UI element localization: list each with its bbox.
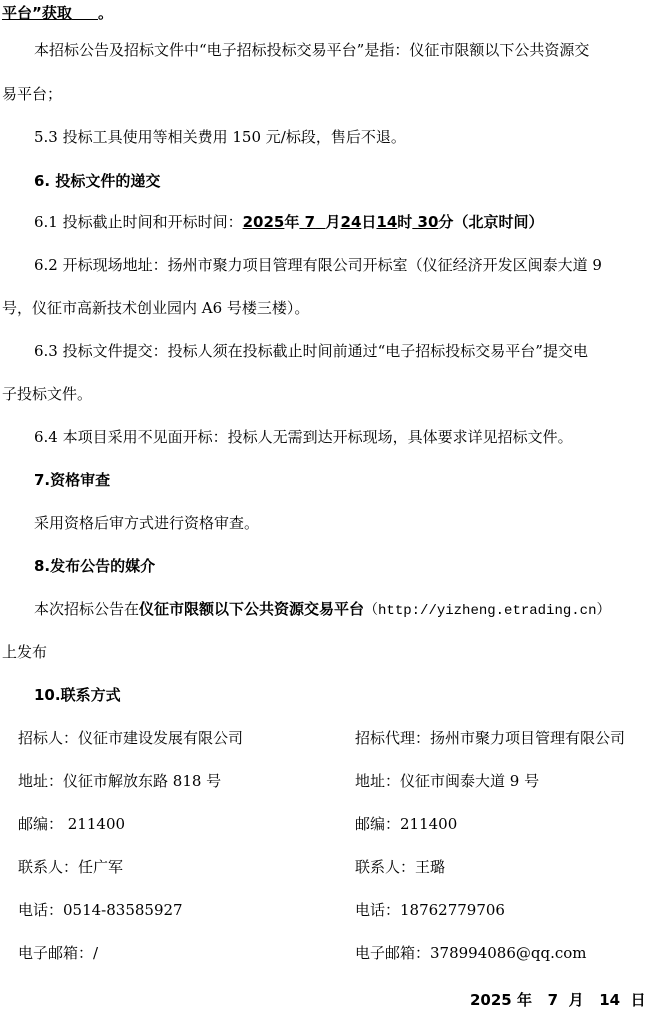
deadline-ri: 日 bbox=[361, 213, 377, 231]
media-url: （http://yizheng.etrading.cn） bbox=[364, 603, 611, 619]
date-month: 7 bbox=[547, 991, 559, 1009]
date-nian: 年 bbox=[516, 991, 532, 1009]
deadline-beijing: （北京时间） bbox=[453, 213, 544, 231]
top-line-text: 平台”获取 bbox=[2, 4, 72, 22]
tool-fee-paragraph: 5.3 投标工具使用等相关费用 150 元/标段，售后不退。 bbox=[34, 128, 406, 146]
deadline-paragraph bbox=[34, 212, 543, 232]
section-6-heading: 6. 投标文件的递交 bbox=[34, 172, 161, 190]
deadline-day: 24 bbox=[340, 213, 362, 231]
remote-opening-paragraph: 6.4 本项目采用不见面开标：投标人无需到达开标现场，具体要求详见招标文件。 bbox=[34, 428, 573, 446]
platform-definition-line2: 易平台； bbox=[2, 85, 63, 103]
top-line bbox=[2, 3, 113, 23]
deadline-fen: 分 bbox=[438, 213, 454, 231]
agency-email: 电子邮箱：378994086@qq.com bbox=[355, 944, 587, 962]
deadline-nian: 年 bbox=[284, 213, 300, 231]
date-year: 2025 bbox=[470, 991, 512, 1009]
deadline-yue: 月 bbox=[325, 213, 341, 231]
date-ri: 日 bbox=[630, 991, 646, 1009]
agency-phone: 电话：18762779706 bbox=[355, 901, 505, 919]
tenderer-phone: 电话：0514-83585927 bbox=[18, 901, 183, 919]
deadline-month: 7 bbox=[304, 213, 316, 231]
submission-line2: 子投标文件。 bbox=[2, 385, 93, 403]
tenderer-contact: 联系人：任广军 bbox=[18, 858, 124, 876]
date-day: 14 bbox=[599, 991, 621, 1009]
tenderer-name: 招标人：仪征市建设发展有限公司 bbox=[18, 729, 244, 747]
section-8-heading: 8.发布公告的媒介 bbox=[34, 557, 156, 575]
section-10-heading: 10.联系方式 bbox=[34, 686, 121, 704]
agency-postcode: 邮编：211400 bbox=[355, 815, 458, 833]
media-prefix: 本次招标公告在 bbox=[34, 600, 140, 618]
deadline-shi: 时 bbox=[397, 213, 413, 231]
agency-address: 地址：仪征市闽泰大道 9 号 bbox=[355, 772, 540, 790]
deadline-year: 2025 bbox=[242, 213, 285, 231]
top-line-blank bbox=[72, 4, 98, 22]
deadline-minute: 30 bbox=[417, 213, 439, 231]
tenderer-address: 地址：仪征市解放东路 818 号 bbox=[18, 772, 222, 790]
announcement-date bbox=[470, 990, 646, 1010]
date-yue: 月 bbox=[568, 991, 584, 1009]
qualification-paragraph: 采用资格后审方式进行资格审查。 bbox=[34, 514, 260, 532]
platform-definition-line1: 本招标公告及招标文件中“电子招标投标交易平台”是指：仪征市限额以下公共资源交 bbox=[34, 41, 590, 59]
submission-line1: 6.3 投标文件提交：投标人须在投标截止时间前通过“电子招标投标交易平台”提交电 bbox=[34, 342, 588, 360]
section-7-heading: 7.资格审查 bbox=[34, 471, 111, 489]
top-line-suffix: 。 bbox=[97, 4, 113, 22]
venue-line2: 号，仪征市高新技术创业园内 A6 号楼三楼）。 bbox=[2, 299, 310, 317]
agency-contact: 联系人：王璐 bbox=[355, 858, 446, 876]
media-line2: 上发布 bbox=[2, 643, 48, 661]
tenderer-postcode: 邮编： 211400 bbox=[18, 815, 126, 833]
media-line1 bbox=[34, 599, 610, 621]
tenderer-email: 电子邮箱：/ bbox=[18, 944, 99, 962]
media-platform-name: 仪征市限额以下公共资源交易平台 bbox=[139, 600, 365, 618]
deadline-hour: 14 bbox=[376, 213, 398, 231]
deadline-label: 6.1 投标截止时间和开标时间： bbox=[34, 213, 243, 231]
agency-name: 招标代理：扬州市聚力项目管理有限公司 bbox=[355, 729, 626, 747]
venue-line1: 6.2 开标现场地址：扬州市聚力项目管理有限公司开标室（仪征经济开发区闽泰大道 9 bbox=[34, 256, 602, 274]
